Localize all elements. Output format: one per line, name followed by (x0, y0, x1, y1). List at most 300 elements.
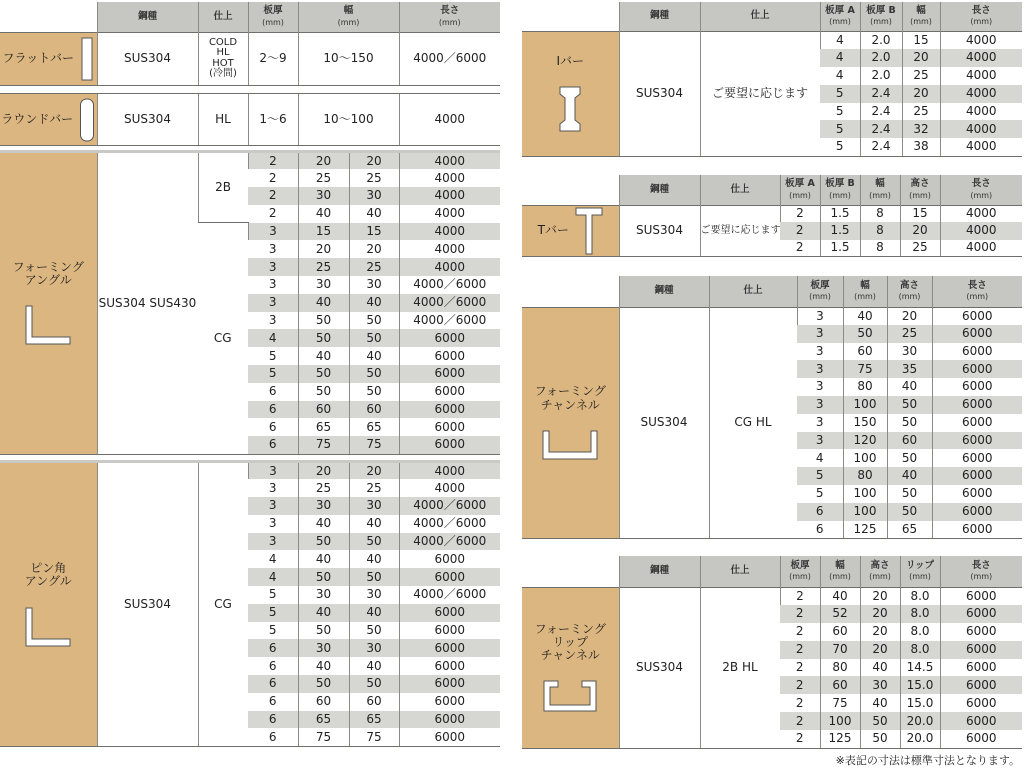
product-name: ピン角 アングル (24, 561, 72, 589)
cell: 50 (860, 712, 900, 730)
cell: 3 (797, 432, 843, 450)
finish-text: COLD HL HOT (冷間) (208, 36, 238, 79)
cell: 60 (298, 693, 349, 711)
cell: 6 (797, 503, 843, 521)
cell: 6000 (932, 449, 1022, 467)
column-header-label: 鋼種 (137, 10, 157, 22)
cell: 5 (797, 485, 843, 503)
cell: 75 (349, 728, 399, 746)
cell: 6000 (932, 503, 1022, 521)
cell: 20 (860, 623, 900, 641)
column-header-label: 高さ (870, 559, 890, 571)
column-header (900, 556, 940, 587)
cell: 1～6 (248, 94, 298, 146)
column-header-unit: (mm) (909, 572, 931, 582)
cell: 20 (902, 85, 940, 103)
cell: 100 (843, 503, 887, 521)
cell: 6000 (399, 418, 500, 436)
column-header-unit: (mm) (809, 292, 831, 302)
finish: 2B HL (700, 587, 780, 748)
cell: 50 (843, 325, 887, 343)
cell: 25 (298, 169, 349, 187)
table-row (522, 31, 1022, 49)
cell: 4000 (399, 152, 500, 170)
column-header (860, 2, 902, 31)
column-header-label: 幅 (860, 279, 870, 291)
round-bar-icon (79, 98, 95, 142)
cell: 20 (298, 462, 349, 480)
cell: 3 (797, 396, 843, 414)
column-header (709, 276, 797, 307)
cell: 8 (860, 222, 900, 239)
cell: 4000 (399, 94, 500, 146)
cell: 4000 (399, 187, 500, 205)
cell: 6 (248, 383, 298, 401)
cell: 50 (298, 312, 349, 330)
column-header-label: 高さ (899, 279, 919, 291)
cell: 6000 (399, 329, 500, 347)
column-header-label: 幅 (343, 5, 354, 17)
cell: 2 (780, 712, 820, 730)
cell: 65 (887, 521, 932, 539)
steel-grade: SUS304 (619, 31, 700, 156)
column-header (399, 2, 500, 32)
round-bar-table (0, 93, 500, 146)
cell: 2 (780, 222, 820, 239)
cell: 4000 (399, 479, 500, 497)
cell: 40 (349, 550, 399, 568)
cell: 2.4 (860, 138, 902, 156)
cell: 5 (820, 138, 860, 156)
column-header-label: 鋼種 (654, 285, 674, 297)
cell: 5 (248, 604, 298, 622)
cell: 2 (780, 641, 820, 659)
finish: ご要望に応じます (700, 205, 780, 257)
cell: 15 (902, 31, 940, 49)
cell: 50 (298, 675, 349, 693)
table-row (522, 307, 1022, 325)
cell: 6000 (932, 432, 1022, 450)
table-row (0, 152, 500, 170)
product-name: Iバー (556, 54, 585, 69)
cell: 4 (820, 31, 860, 49)
cell: 1.5 (820, 240, 860, 257)
cell: 6000 (399, 693, 500, 711)
column-header-label: 長さ (971, 559, 991, 571)
footnote: ※表記の寸法は標準寸法となります。 (835, 754, 1020, 767)
column-header-label: 板厚 (790, 559, 810, 571)
cell: 2 (780, 205, 820, 222)
column-header-label: 幅 (875, 178, 885, 190)
cell: 30 (298, 276, 349, 294)
cell: 6000 (940, 694, 1022, 712)
cell: 60 (887, 432, 932, 450)
column-header-unit: (mm) (337, 17, 360, 27)
table-row (0, 462, 500, 480)
column-header-unit: (mm) (829, 190, 851, 200)
cell: 2 (780, 605, 820, 623)
steel-grade: SUS304 (97, 462, 198, 747)
cell: 150 (843, 414, 887, 432)
cell: 6000 (399, 728, 500, 746)
column-header (619, 276, 709, 307)
cell: 100 (843, 449, 887, 467)
cell: 15.0 (900, 676, 940, 694)
column-header (248, 2, 298, 32)
cell: 4000 (940, 67, 1022, 85)
cell: 3 (248, 515, 298, 533)
cell: 70 (820, 641, 860, 659)
t-bar-icon (575, 207, 603, 255)
finish: ご要望に応じます (700, 31, 820, 156)
cell: 40 (349, 515, 399, 533)
cell: 4000／6000 (399, 586, 500, 604)
cell: 60 (349, 401, 399, 419)
cell: 65 (349, 711, 399, 729)
cell: 6000 (399, 622, 500, 640)
cell: 6 (248, 401, 298, 419)
column-header (780, 556, 820, 587)
cell: 6 (248, 639, 298, 657)
cell: 20 (298, 240, 349, 258)
cell: 6000 (940, 712, 1022, 730)
cell: 4000 (940, 138, 1022, 156)
cell: 4000／6000 (399, 533, 500, 551)
cell: 3 (797, 360, 843, 378)
cell: 50 (298, 568, 349, 586)
cell: 6000 (399, 436, 500, 454)
channel-icon (542, 430, 598, 460)
cell: 6000 (932, 414, 1022, 432)
finish: CG HL (709, 307, 797, 538)
cell: 4000／6000 (399, 294, 500, 312)
cell: 8 (860, 240, 900, 257)
forming-angle-table (0, 150, 500, 455)
product-label-cell (522, 587, 619, 748)
column-header-unit: (mm) (869, 190, 891, 200)
cell: 4000 (399, 240, 500, 258)
product-name: フォーミング アングル (12, 260, 84, 288)
column-header-label: 鋼種 (649, 565, 669, 577)
column-header-unit: (mm) (829, 572, 851, 582)
cell: 3 (797, 343, 843, 361)
cell: 50 (349, 365, 399, 383)
cell: 40 (298, 604, 349, 622)
column-header (887, 276, 932, 307)
lip-channel-table (522, 556, 1022, 749)
column-header (97, 2, 198, 32)
cell: 50 (887, 503, 932, 521)
cell: 75 (820, 694, 860, 712)
cell: 75 (843, 360, 887, 378)
cell: 6000 (399, 657, 500, 675)
cell: 3 (248, 497, 298, 515)
cell: 4000 (940, 85, 1022, 103)
cell: 10～100 (298, 94, 399, 146)
cell: 38 (902, 138, 940, 156)
cell: 6000 (399, 711, 500, 729)
column-header-label: 鋼種 (649, 183, 669, 195)
cell: 80 (843, 378, 887, 396)
cell: 6000 (399, 365, 500, 383)
cell: 2 (248, 205, 298, 223)
cell: 50 (349, 568, 399, 586)
cell: 50 (298, 533, 349, 551)
cell: 50 (887, 485, 932, 503)
cell: 2.0 (860, 49, 902, 67)
column-header-label: 幅 (916, 4, 926, 16)
steel-grade: SUS304 (619, 587, 700, 748)
product-label-cell (522, 205, 619, 257)
cell: 6000 (399, 401, 500, 419)
column-header (619, 556, 700, 587)
column-header (780, 175, 820, 205)
cell: 4 (820, 49, 860, 67)
column-header-unit: (mm) (970, 572, 993, 582)
cell: 5 (248, 347, 298, 365)
cell: 6000 (932, 307, 1022, 325)
cell: 20 (349, 462, 399, 480)
product-label-cell (522, 31, 619, 156)
product-label-cell (0, 152, 97, 455)
cell: 3 (797, 325, 843, 343)
cell: 3 (248, 258, 298, 276)
cell: 4000 (399, 258, 500, 276)
cell: 50 (349, 383, 399, 401)
cell: 100 (843, 485, 887, 503)
angle-icon (24, 305, 72, 345)
cell: 20.0 (900, 730, 940, 748)
finish (198, 32, 248, 85)
cell: 5 (820, 85, 860, 103)
cell: 30 (349, 276, 399, 294)
table-row (522, 587, 1022, 605)
pin-angle-table (0, 460, 500, 747)
cell: 40 (298, 205, 349, 223)
column-header-unit: (mm) (970, 17, 993, 27)
column-header (797, 276, 843, 307)
cell: 3 (248, 294, 298, 312)
cell: 50 (349, 622, 399, 640)
column-header-unit: (mm) (789, 572, 811, 582)
cell: 3 (248, 312, 298, 330)
cell: 8 (860, 205, 900, 222)
cell: 30 (349, 187, 399, 205)
cell: 6000 (932, 396, 1022, 414)
cell: 20 (349, 240, 399, 258)
cell: 20 (349, 152, 399, 170)
cell: 6000 (399, 383, 500, 401)
cell: 15.0 (900, 694, 940, 712)
header-blank (522, 276, 619, 307)
cell: 3 (797, 378, 843, 396)
cell: 2 (780, 730, 820, 748)
cell: 6 (248, 418, 298, 436)
cell: 14.5 (900, 659, 940, 677)
column-header-label: 仕上 (750, 10, 770, 22)
column-header (700, 556, 780, 587)
cell: 6000 (932, 343, 1022, 361)
column-header-label: 幅 (835, 559, 845, 571)
product-name: フォーミング チャンネル (534, 384, 606, 412)
column-header-unit: (mm) (438, 17, 461, 27)
cell: 40 (349, 294, 399, 312)
cell: 40 (860, 694, 900, 712)
cell: 4 (820, 67, 860, 85)
cell: 6000 (399, 604, 500, 622)
cell: 4000 (399, 205, 500, 223)
cell: 60 (820, 623, 860, 641)
cell: 25 (900, 240, 940, 257)
product-name: ラウンドバー (1, 111, 74, 126)
cell: 5 (248, 586, 298, 604)
cell: 50 (887, 449, 932, 467)
finish: CG (198, 462, 248, 747)
column-header (843, 276, 887, 307)
column-header (619, 2, 700, 31)
cell: 60 (820, 676, 860, 694)
cell: 100 (843, 396, 887, 414)
cell: 4000／6000 (399, 515, 500, 533)
cell: 30 (298, 187, 349, 205)
cell: 20.0 (900, 712, 940, 730)
cell: 25 (349, 479, 399, 497)
forming-channel-table (522, 276, 1022, 539)
cell: 1.5 (820, 205, 860, 222)
column-header-label: リップ (905, 559, 935, 571)
cell: 25 (298, 258, 349, 276)
angle-icon (24, 607, 72, 647)
column-header-label: 長さ (440, 5, 460, 17)
cell: 2.4 (860, 85, 902, 103)
product-name: Tバー (537, 223, 569, 238)
cell: 60 (349, 693, 399, 711)
cell: 30 (887, 343, 932, 361)
column-header-unit: (mm) (970, 190, 993, 200)
column-header (820, 2, 860, 31)
column-header-unit: (mm) (789, 190, 811, 200)
column-header (298, 2, 399, 32)
cell: 30 (349, 639, 399, 657)
cell: 4000／6000 (399, 32, 500, 85)
cell: 6 (248, 436, 298, 454)
header-blank (522, 556, 619, 587)
lip-channel-icon (543, 680, 597, 712)
cell: 4000／6000 (399, 312, 500, 330)
cell: 5 (248, 622, 298, 640)
cell: 50 (298, 329, 349, 347)
cell: 4 (248, 329, 298, 347)
cell: 75 (349, 436, 399, 454)
finish: CG (198, 223, 248, 454)
column-header (940, 2, 1022, 31)
cell: 4 (797, 449, 843, 467)
cell: 2 (248, 187, 298, 205)
cell: 6000 (940, 623, 1022, 641)
cell: 50 (298, 383, 349, 401)
cell: 2 (248, 152, 298, 170)
cell: 20 (902, 49, 940, 67)
cell: 20 (887, 307, 932, 325)
cell: 4000／6000 (399, 276, 500, 294)
cell: 25 (902, 67, 940, 85)
cell: 20 (298, 152, 349, 170)
column-header-label: 板厚 B (866, 4, 896, 16)
column-header-label: 仕上 (213, 10, 233, 22)
cell: 125 (843, 521, 887, 539)
product-name: フォーミング リップ チャンネル (534, 621, 606, 663)
table-row (522, 205, 1022, 222)
steel-grade: SUS304 (97, 94, 198, 146)
column-header-label: 板厚 A (825, 4, 855, 16)
cell: 30 (298, 639, 349, 657)
column-header (860, 556, 900, 587)
flat-bar-table (0, 2, 500, 86)
cell: 125 (820, 730, 860, 748)
cell: 65 (298, 711, 349, 729)
cell: 30 (298, 497, 349, 515)
cell: 6 (248, 693, 298, 711)
product-label-cell (0, 94, 97, 146)
column-header-unit: (mm) (869, 572, 891, 582)
cell: 6000 (940, 641, 1022, 659)
cell: 50 (349, 312, 399, 330)
column-header-label: 仕上 (730, 183, 750, 195)
cell: 40 (887, 467, 932, 485)
column-header-label: 長さ (967, 279, 987, 291)
header-blank (0, 2, 97, 32)
cell: 6 (248, 657, 298, 675)
cell: 4000 (940, 120, 1022, 138)
column-header (820, 556, 860, 587)
cell: 2 (780, 676, 820, 694)
column-header-unit: (mm) (870, 17, 892, 27)
cell: 4000 (399, 462, 500, 480)
cell: 40 (298, 347, 349, 365)
cell: 4000 (940, 31, 1022, 49)
cell: 4 (248, 550, 298, 568)
column-header (902, 2, 940, 31)
cell: 50 (349, 533, 399, 551)
flat-bar-icon (80, 37, 94, 81)
cell: 4000 (940, 240, 1022, 257)
cell: 6000 (399, 568, 500, 586)
cell: 50 (887, 414, 932, 432)
cell: 50 (349, 675, 399, 693)
product-label-cell (0, 32, 97, 85)
cell: 2 (780, 623, 820, 641)
column-header-unit: (mm) (829, 17, 851, 27)
column-header-unit: (mm) (910, 17, 932, 27)
cell: 20 (860, 641, 900, 659)
cell: 25 (349, 169, 399, 187)
cell: 3 (248, 223, 298, 241)
cell: 2 (780, 240, 820, 257)
column-header-unit: (mm) (854, 292, 876, 302)
column-header-unit: (mm) (909, 190, 931, 200)
finish: HL (198, 94, 248, 146)
cell: 20 (860, 587, 900, 605)
cell: 8.0 (900, 587, 940, 605)
column-header-label: 仕上 (730, 565, 750, 577)
cell: 25 (298, 479, 349, 497)
cell: 15 (349, 223, 399, 241)
column-header (198, 2, 248, 32)
cell: 40 (860, 659, 900, 677)
cell: 50 (298, 622, 349, 640)
cell: 3 (797, 307, 843, 325)
cell: 100 (820, 712, 860, 730)
